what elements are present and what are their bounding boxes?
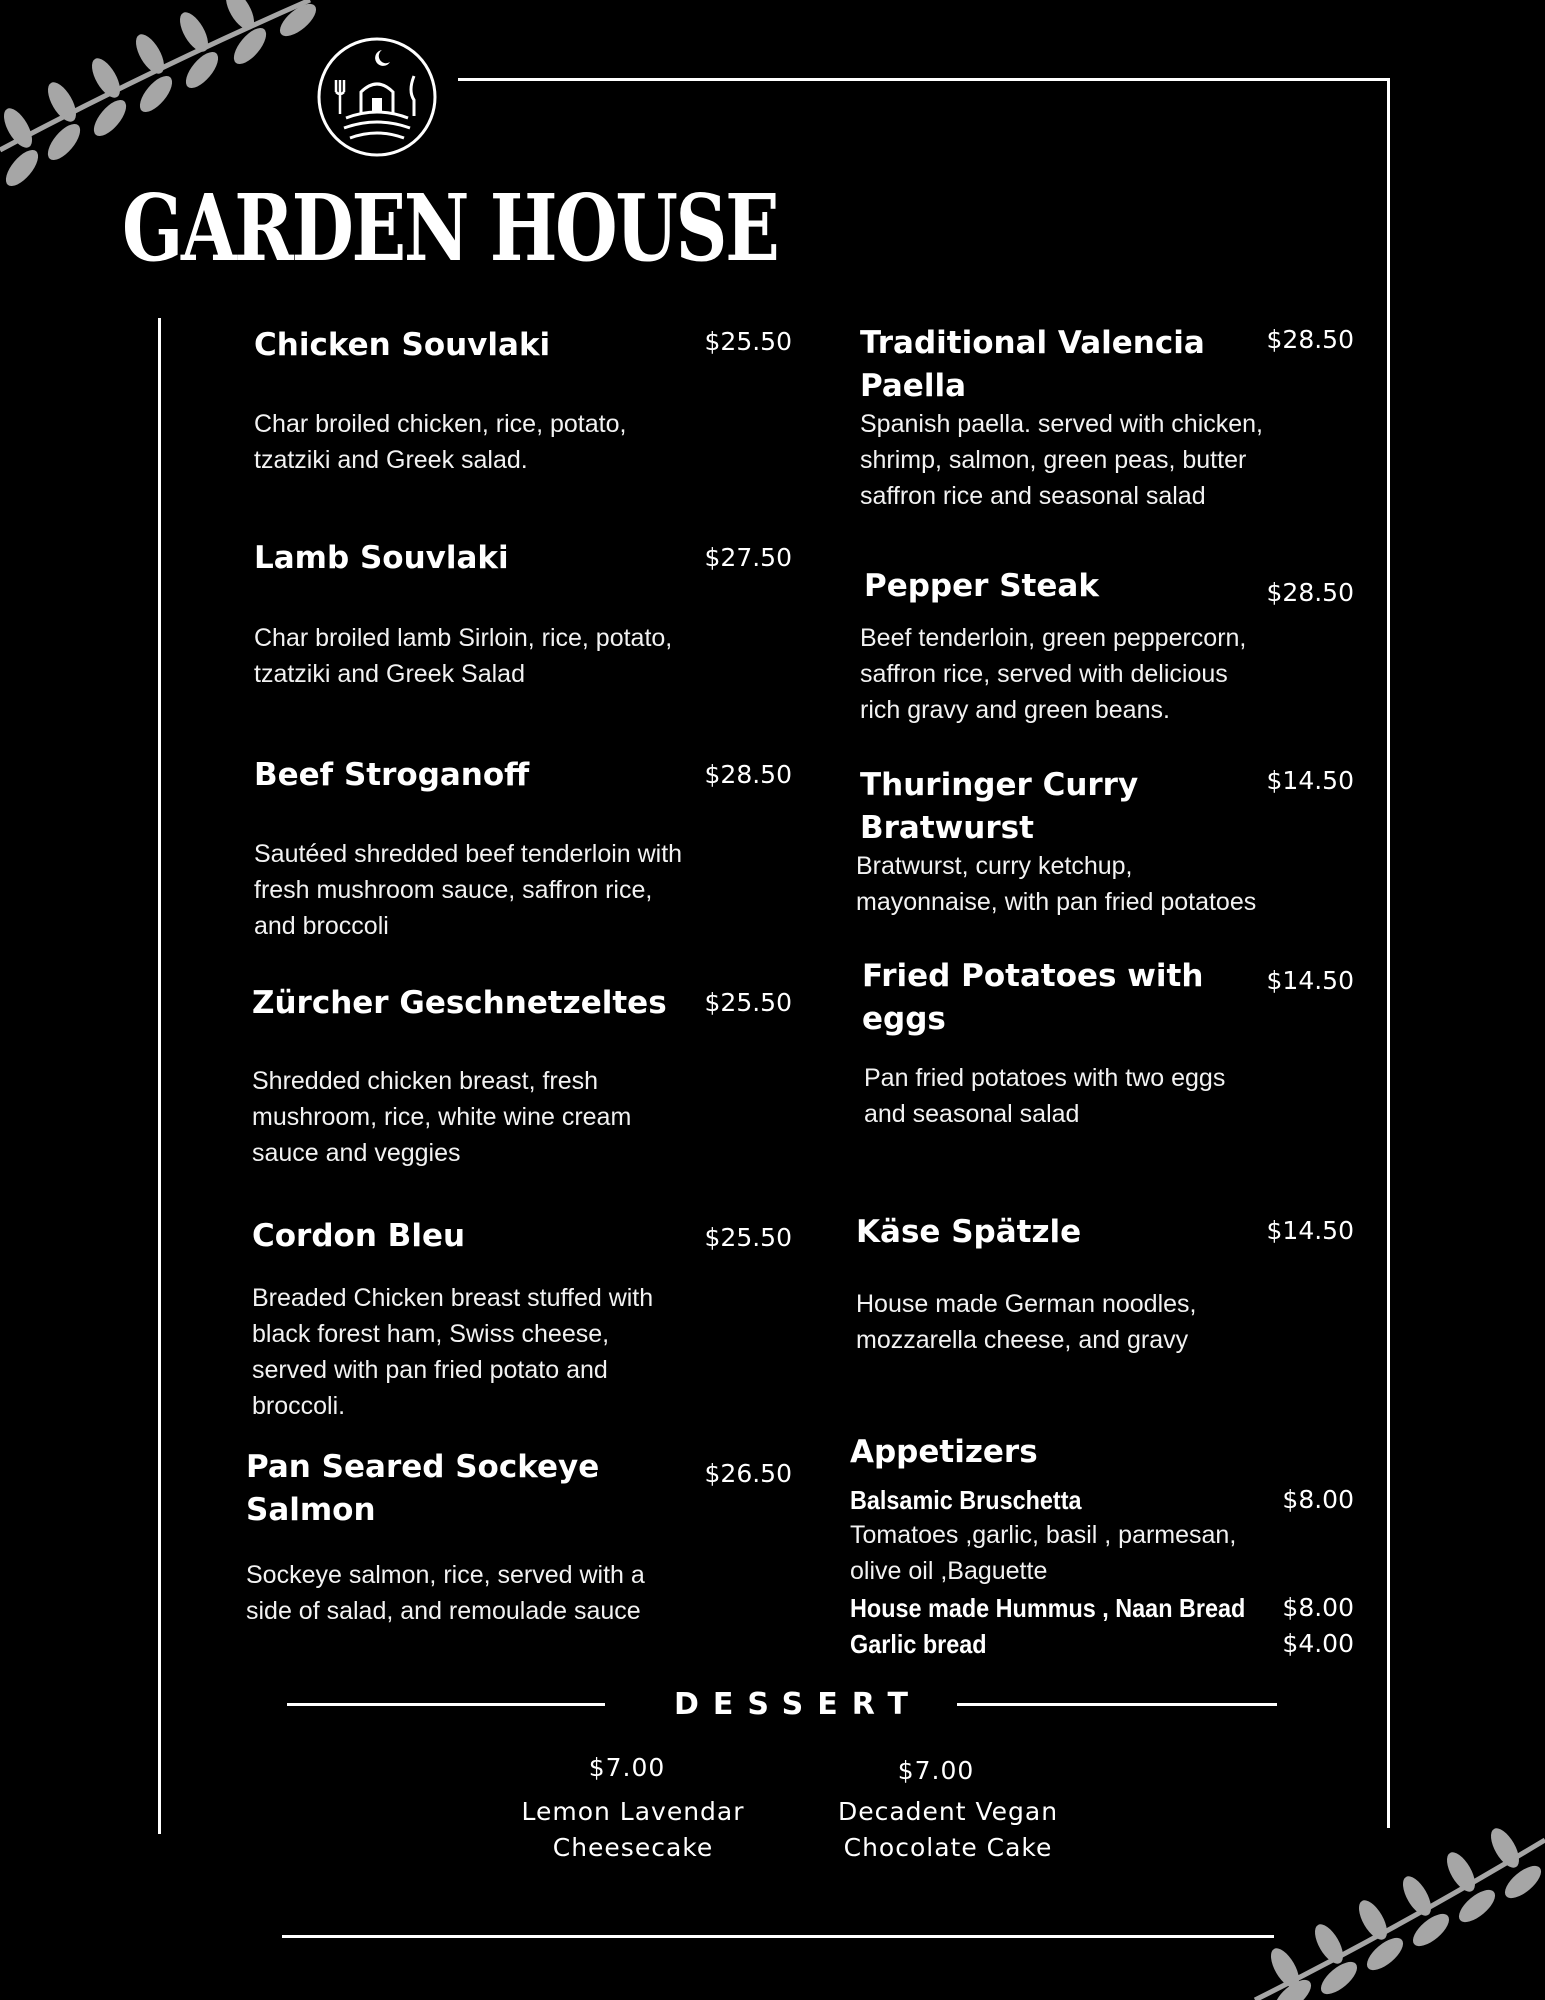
item-name: Bratwurst xyxy=(860,810,1034,846)
item-price: $27.50 xyxy=(704,543,792,572)
item-name: Balsamic Bruschetta xyxy=(850,1485,1082,1515)
item-price: $26.50 xyxy=(704,1459,792,1488)
item-description: Bratwurst, curry ketchup, mayonnaise, with pan fried potatoes xyxy=(856,852,1257,916)
item-name: Beef Stroganoff xyxy=(254,757,530,793)
bottom-divider xyxy=(282,1935,1274,1938)
frame-left-line xyxy=(158,318,161,1834)
item-price: $25.50 xyxy=(704,327,792,356)
item-description: Shredded chicken breast, fresh mushroom, rice, white wine cream sauce and veggies xyxy=(252,1067,632,1167)
item-name: Paella xyxy=(860,368,967,404)
item-description: Beef tenderloin, green peppercorn, saffron rice, served with delicious rich gravy and green beans. xyxy=(860,624,1247,724)
item-price: $7.00 xyxy=(588,1753,666,1782)
item-description: Sautéed shredded beef tenderloin with fresh mushroom sauce, saffron rice, and broccoli xyxy=(254,840,683,940)
section-heading: DESSERT xyxy=(674,1687,922,1722)
item-name: Zürcher Geschnetzeltes xyxy=(252,985,667,1021)
item-price: $14.50 xyxy=(1266,1216,1354,1245)
item-price: $25.50 xyxy=(704,1223,792,1252)
item-price: $8.00 xyxy=(1282,1593,1354,1622)
item-name: Pan Seared Sockeye xyxy=(246,1449,600,1485)
item-name: eggs xyxy=(862,1001,946,1037)
item-price: $14.50 xyxy=(1266,966,1354,995)
item-name: Lemon Lavendar Cheesecake xyxy=(521,1797,745,1862)
item-description: Sockeye salmon, rice, served with a side of salad, and remoulade sauce xyxy=(246,1561,645,1625)
item-description: Char broiled lamb Sirloin, rice, potato, tzatziki and Greek Salad xyxy=(254,624,673,688)
item-name: Cordon Bleu xyxy=(252,1218,466,1254)
item-price: $28.50 xyxy=(1266,578,1354,607)
item-name: Garlic bread xyxy=(850,1629,987,1659)
frame-right-line xyxy=(1387,78,1390,1828)
item-description: Breaded Chicken breast stuffed with black forest ham, Swiss cheese, served with pan fried potato and broccoli. xyxy=(252,1284,654,1420)
dessert-divider-left xyxy=(287,1703,605,1706)
item-name: Chicken Souvlaki xyxy=(254,327,551,363)
item-name: Pepper Steak xyxy=(864,568,1099,604)
section-heading: Appetizers xyxy=(850,1434,1038,1470)
restaurant-logo-icon xyxy=(316,36,438,158)
restaurant-name: GARDEN HOUSE xyxy=(122,174,778,282)
item-description: House made German noodles, mozzarella cheese, and gravy xyxy=(856,1290,1197,1354)
item-price: $7.00 xyxy=(897,1756,975,1785)
item-name: Käse Spätzle xyxy=(856,1214,1082,1250)
item-name: Thuringer Curry xyxy=(860,767,1139,803)
item-price: $14.50 xyxy=(1266,766,1354,795)
item-description: Pan fried potatoes with two eggs and seasonal salad xyxy=(864,1064,1226,1128)
item-name: Traditional Valencia xyxy=(860,325,1205,361)
item-name: House made Hummus , Naan Bread xyxy=(850,1593,1246,1623)
item-description: Spanish paella. served with chicken, shrimp, salmon, green peas, butter saffron rice and seasonal salad xyxy=(860,410,1264,510)
item-price: $25.50 xyxy=(704,988,792,1017)
item-name: Lamb Souvlaki xyxy=(254,540,509,576)
item-name: Decadent Vegan Chocolate Cake xyxy=(837,1797,1059,1862)
leaf-sprig-icon xyxy=(1245,1800,1545,2000)
item-price: $28.50 xyxy=(704,760,792,789)
item-price: $4.00 xyxy=(1282,1629,1354,1658)
dessert-divider-right xyxy=(957,1703,1277,1706)
item-price: $28.50 xyxy=(1266,325,1354,354)
item-description: Char broiled chicken, rice, potato, tzatziki and Greek salad. xyxy=(254,410,627,474)
item-name: Salmon xyxy=(246,1492,376,1528)
frame-top-line xyxy=(458,78,1390,81)
item-name: Fried Potatoes with xyxy=(862,958,1204,994)
item-price: $8.00 xyxy=(1282,1485,1354,1514)
item-description: Tomatoes ,garlic, basil , parmesan, olive oil ,Baguette xyxy=(850,1521,1237,1585)
